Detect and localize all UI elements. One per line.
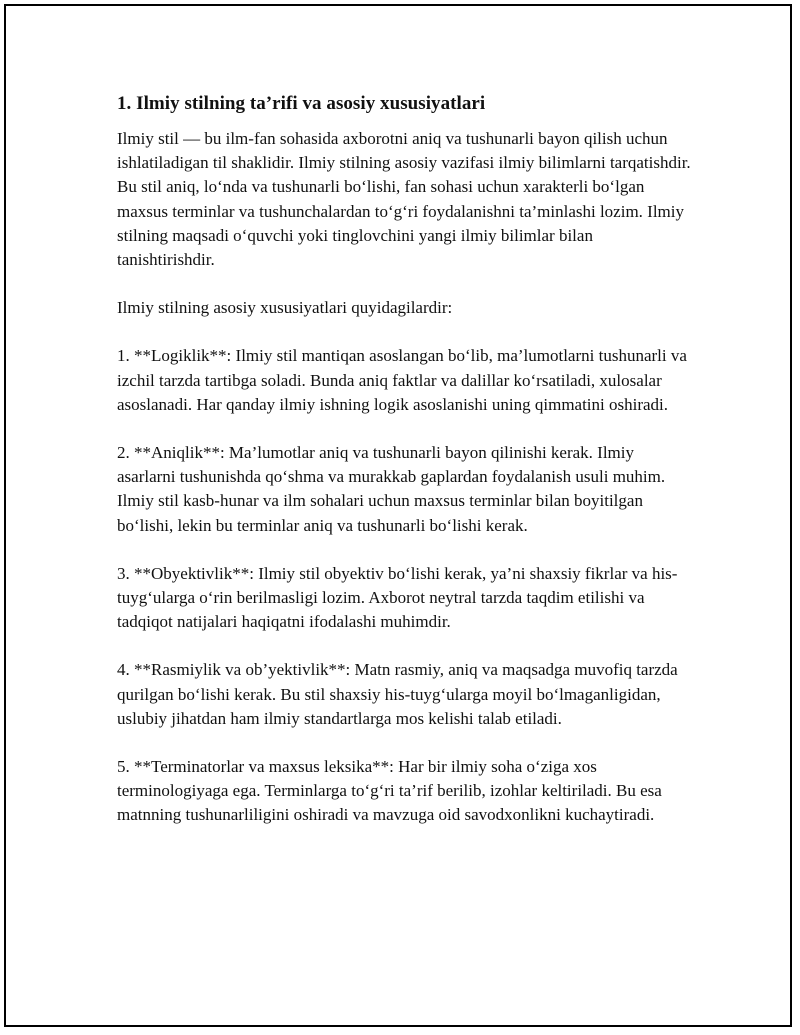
paragraph-objectivity: 3. **Obyektivlik**: Ilmiy stil obyektiv bo‘lishi kerak, ya’ni shaxsiy fikrlar va his-tuyg‘ularga o‘rin berilmasligi lozim. Axborot neytral tarzda taqdim etilishi va tadqiqot natijalari haqiqatni ifodalashi muhimdir. — [117, 563, 678, 632]
paragraph-features-intro: Ilmiy stilning asosiy xususiyatlari quyidagilardir: — [117, 298, 453, 318]
paragraph-formality: 4. **Rasmiylik va ob’yektivlik**: Matn rasmiy, aniq va maqsadga muvofiq tarzda qurilgan bo‘lishi kerak. Bu stil shaxsiy his-tuyg‘ularga moyil bo‘lmaganligidan, uslubiy jihatdan ham ilmiy standartlarga mos kelishi talab etiladi. — [117, 660, 678, 728]
document-body — [113, 90, 693, 828]
paragraph-logic: 1. **Logiklik**: Ilmiy stil mantiqan asoslangan bo‘lib, ma’lumotlarni tushunarli va izchil tarzda tartibga soladi. Bunda aniq faktlar va dalillar ko‘rsatiladi, xulosalar asoslanadi. Har qanday ilmiy ishning logik asoslanishi uning qimmatini oshiradi. — [117, 346, 687, 414]
paragraph-terminology: 5. **Terminatorlar va maxsus leksika**: Har bir ilmiy soha o‘ziga xos terminologiyaga ega. Terminlarga to‘g‘ri ta’rif berilib, izohlar keltiriladi. Bu esa matnning tushunarliligini oshiradi va mavzuga oid savodxonlikni kuchaytiradi. — [117, 757, 662, 825]
paragraph-definition: Ilmiy stil — bu ilm-fan sohasida axborotni aniq va tushunarli bayon qilish uchun ishlatiladigan til shaklidir. Ilmiy stilning asosiy vazifasi ilmiy bilimlarni tarqatishdir. Bu stil aniq, lo‘nda va tushunarli bo‘lishi, fan sohasi uchun xarakterli bo‘lgan maxsus terminlar va tushunchalardan to‘g‘ri foydalanishni ta’minlashi lozim. Ilmiy stilning maqsadi o‘quvchi yoki tinglovchini yangi ilmiy bilimlar bilan tanishtirishdir. — [117, 129, 691, 270]
paragraph-accuracy: 2. **Aniqlik**: Ma’lumotlar aniq va tushunarli bayon qilinishi kerak. Ilmiy asarlarni tushunishda qo‘shma va murakkab gaplardan foydalanish usuli muhim. Ilmiy stil kasb-hunar va ilm sohalari uchun maxsus terminlar bilan boyitilgan bo‘lishi, lekin bu terminlar aniq va tushunarli bo‘lishi kerak. — [117, 443, 666, 535]
section-heading: 1. Ilmiy stilning ta’rifi va asosiy xususiyatlari — [117, 93, 486, 114]
